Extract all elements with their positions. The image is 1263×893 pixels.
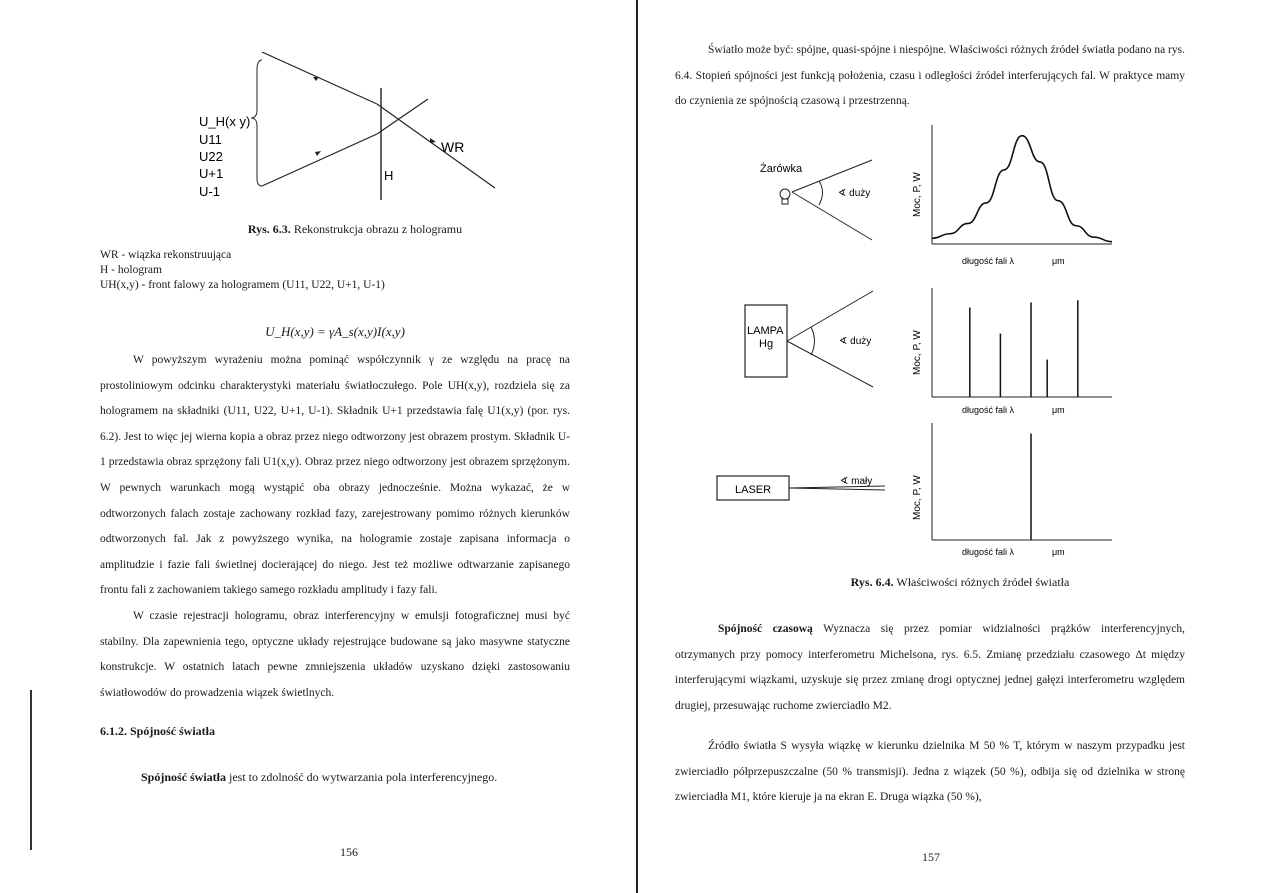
page-number-right: 157 <box>922 850 940 864</box>
intro-paragraph: Światło może być: spójne, quasi-spójne i niespójne. Właściwości różnych źródeł światła podano na rys. 6.4. Stopień spójności jest funkcją położenia, czasu i odległości źródeł interferujących fal. W praktyce mamy do czynienia ze spójnością czasową i przestrzenną. <box>675 44 1185 108</box>
source-paragraph: Źródło światła S wysyła wiązkę w kierunku dzielnika M 50 % T, którym w naszym przypadku jest zwierciadło półprzepuszczalne (50 % transmisji). Jedna z wiązek (50 %), odbija się od dzielnika w stronę zwierciadła M1, które kieruje ja na ekran E. Druga wiązka (50 %), <box>675 740 1185 804</box>
x-axis-unit: μm <box>1052 405 1065 415</box>
figure-6-3-label: Rys. 6.3. <box>247 222 291 236</box>
laser-spectrum-chart <box>902 420 1122 560</box>
label-uh: U_H(x y) <box>199 114 251 129</box>
bulb-icon <box>780 189 790 199</box>
laser-beam-lower <box>789 488 885 490</box>
angle-large-label: ∢ duży <box>838 188 871 199</box>
lamp-beam-lower <box>787 341 873 387</box>
bulb-spectrum-chart <box>902 122 1122 272</box>
ray-wr-out <box>377 104 495 188</box>
temporal-coherence-text: Wyznacza się przez pomiar widzialności prążków interferencyjnych, otrzymanych przy pomocy interferometru Michelsona, rys. 6.5. Zmianę przedziału czasowego Δt między interferującymi wiązkami, uzyskuje się przez zmianę drogi optycznej jednej gałęzi interferometru względem drugiej, przesuwając ruchome zwierciadło M2. <box>675 623 1185 712</box>
angle-arc <box>819 181 823 205</box>
y-axis-label: Moc, P, W <box>912 172 923 217</box>
figure-legend <box>100 248 540 293</box>
temporal-coherence-paragraph <box>675 617 1185 719</box>
beam-lower <box>792 192 872 240</box>
label-up1: U+1 <box>199 166 224 181</box>
spectrum-curve <box>932 136 1112 242</box>
temporal-coherence-term: Spójność czasową <box>718 623 813 635</box>
right-page <box>640 0 1263 893</box>
figure-6-3-caption <box>200 222 510 237</box>
formula: U_H(x,y) = γA_s(x,y)I(x,y) <box>265 324 405 339</box>
lamp-beam-upper <box>787 291 873 341</box>
legend-h: H - hologram <box>100 264 162 276</box>
ray-wr-back <box>377 99 428 134</box>
figure-6-4-text: Właściwości różnych źródeł światła <box>893 575 1070 589</box>
book-spine <box>636 0 638 893</box>
lamp-spectrum-chart <box>902 285 1122 435</box>
figure-6-4-caption <box>740 575 1180 590</box>
definition-term: Spójność światła <box>141 770 227 784</box>
definition-text: jest to zdolność do wytwarzania pola interferencyjnego. <box>226 770 498 784</box>
ray-upper-in <box>262 52 377 104</box>
x-axis-label: długość fali λ <box>962 405 1015 415</box>
paragraph-stability: W czasie rejestracji hologramu, obraz interferencyjny w emulsji fotograficznej musi być stabilny. Dla zapewnienia tego, optyczne układy rejestrujące budowane są jako masywne statyczne konstrukcje. W ostatnich latach pewne zmniejszenia układów uzyskano dzięki zastosowaniu światłowodów do prowadzenia wiązek świetlnych. <box>100 610 570 699</box>
page-number-left: 156 <box>340 845 358 859</box>
x-axis-unit: μm <box>1052 547 1065 557</box>
laser-source-diagram <box>715 470 890 510</box>
label-h: H <box>384 168 394 183</box>
lamp-label-1: LAMPA <box>747 325 784 337</box>
label-u11: U11 <box>199 132 222 147</box>
bulb-base <box>782 199 788 204</box>
arrow-lower <box>315 151 321 156</box>
arrow-wr <box>430 138 436 143</box>
lamp-angle-label: ∢ duży <box>839 336 872 347</box>
figure-6-3-text: Rekonstrukcja obrazu z hologramu <box>290 222 463 236</box>
label-wr: WR <box>441 139 465 155</box>
ray-lower-in <box>262 134 377 186</box>
lamp-source-diagram <box>735 285 895 390</box>
hologram-reconstruction-diagram <box>195 40 505 205</box>
label-u22: U22 <box>199 149 223 164</box>
laser-label: LASER <box>735 484 772 496</box>
x-axis-label: długość fali λ <box>962 547 1015 557</box>
lamp-angle-arc <box>811 327 815 355</box>
label-um1: U-1 <box>199 184 220 199</box>
x-axis-label: długość fali λ <box>962 256 1015 266</box>
laser-angle-label: ∢ mały <box>840 476 873 487</box>
x-axis-unit: μm <box>1052 256 1065 266</box>
legend-wr: WR - wiązka rekonstruująca <box>100 249 232 261</box>
bulb-label: Żarówka <box>760 163 803 175</box>
coherence-definition <box>141 770 497 785</box>
y-axis-label: Moc, P, W <box>912 330 923 375</box>
paragraph-components: W powyższym wyrażeniu można pominąć współczynnik γ ze względu na pracę na prostoliniowym odcinku charakterystyki materiału światłoczułego. Pole UH(x,y), rozdziela się za hologramem na składniki (U11, U22, U+1, U-1). Składnik U+1 przedstawia falę U1(x,y) (por. rys. 6.2). Jest to więc jej wierna kopia a obraz przez niego odtworzony jest obrazem prostym. Składnik U-1 przedstawia obraz sprzężony fali U1(x,y). Obraz przez niego odtworzony jest obrazem sprzężonym. W pewnych warunkach mogą wystąpić oba obrazy jednocześnie. Można wykazać, że w odtworzonych falach zostaje zachowany rozkład fazy, zarejestrowany pomimo różnych kierunków odtworzonych fal. Jak z powyższego wynika, na hologramie zostaje zapisana informacja o amplitudzie i fazie fali świetlnej docierającej do niego. Jest też możliwe odtwarzanie zapisanego frontu fali z zachowaniem takiego samego rozkładu amplitudy i fazy fali. <box>100 354 570 597</box>
y-axis-label: Moc, P, W <box>912 475 923 520</box>
arrow-upper <box>313 77 319 81</box>
section-heading: 6.1.2. Spójność światła <box>100 724 216 738</box>
figure-6-4-label: Rys. 6.4. <box>850 575 894 589</box>
legend-uh: UH(x,y) - front falowy za hologramem (U11, U22, U+1, U-1) <box>100 279 385 291</box>
brace <box>251 60 262 186</box>
lamp-label-2: Hg <box>759 338 774 350</box>
bulb-source-diagram <box>740 152 900 247</box>
